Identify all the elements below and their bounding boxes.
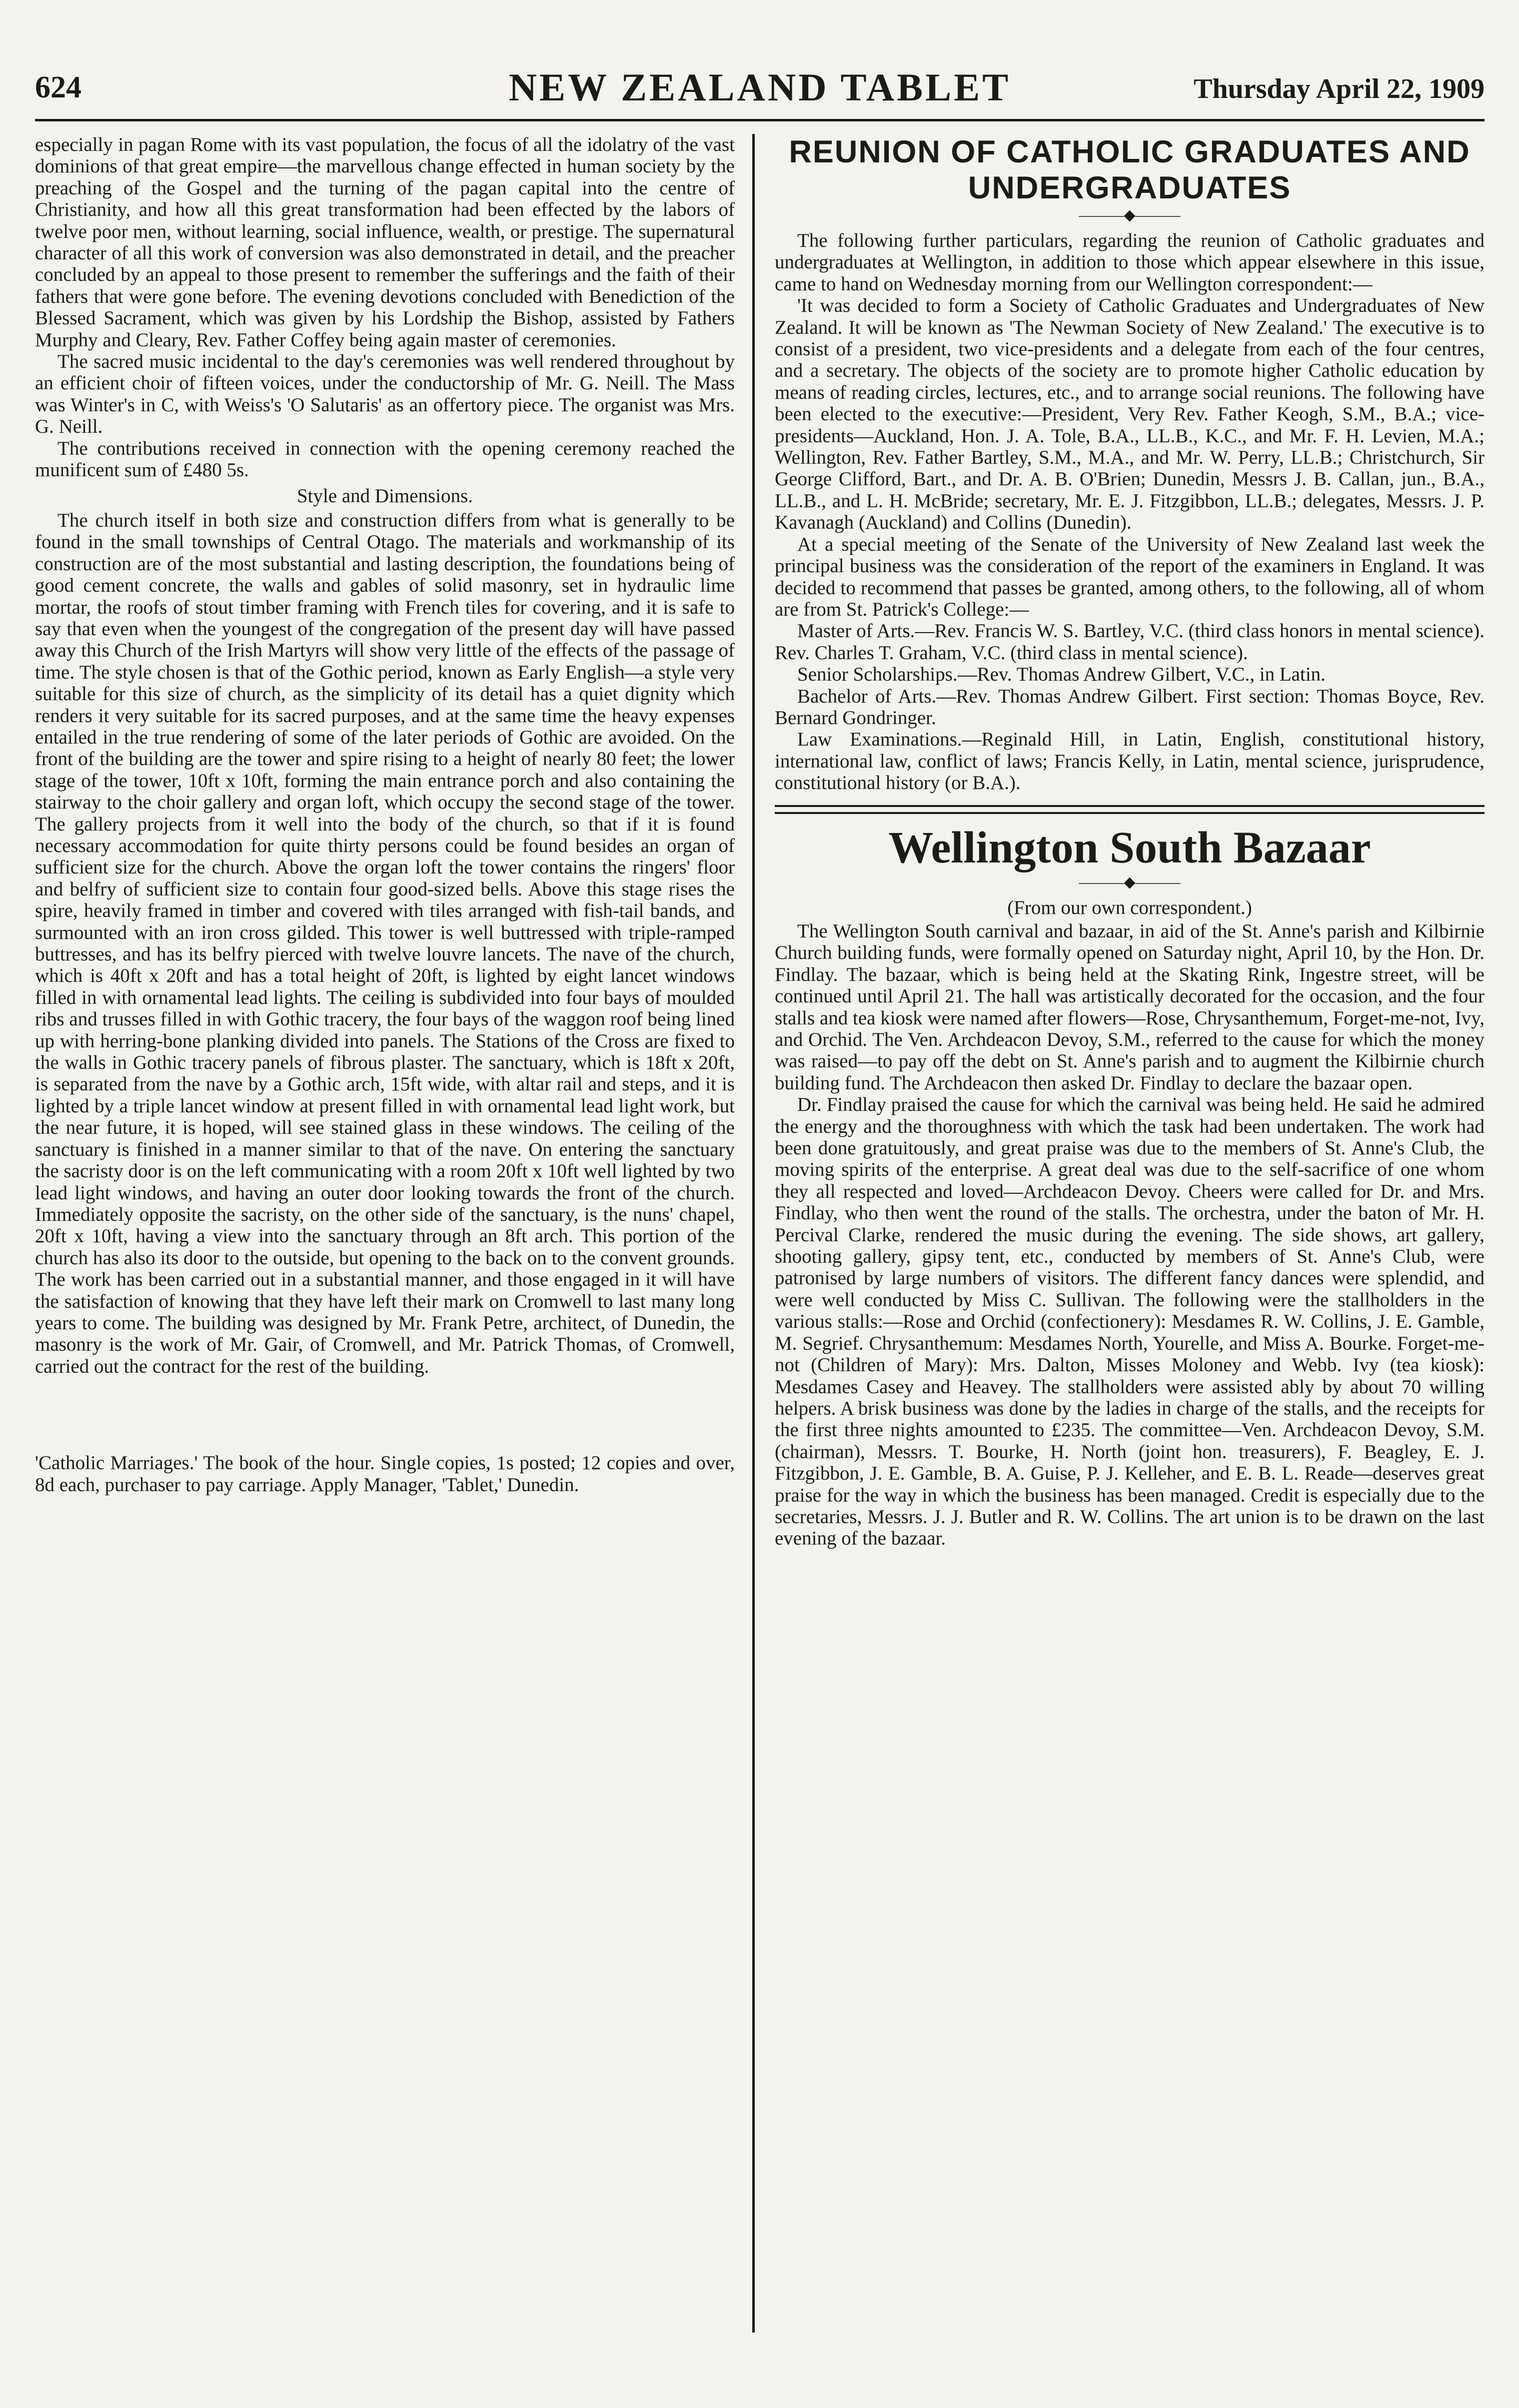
paragraph: Master of Arts.—Rev. Francis W. S. Bartley, V.C. (third class honors in mental science). Rev. Charles T. Graham, V.C. (third class in mental science). — [775, 620, 1485, 664]
ornament-divider: ———◆——— — [1079, 207, 1181, 223]
paragraph: Senior Scholarships.—Rev. Thomas Andrew Gilbert, V.C., in Latin. — [797, 664, 1326, 686]
reunion-headline: REUNION OF CATHOLIC GRADUATES AND UNDERGRADUATES — [789, 134, 1471, 205]
section-separator — [775, 805, 1485, 814]
header-rule — [35, 119, 1485, 121]
page-header — [35, 60, 1485, 115]
ornament-divider: ———◆——— — [1079, 873, 1181, 890]
paragraph: At a special meeting of the Senate of the University of New Zealand last week the principal business was the consideration of the report of the examiners in England. It was decided to recommend that passes be granted, among others, to the following, all of whom are from St. Patrick's College:— — [775, 533, 1485, 620]
paragraph: The contributions received in connection with the opening ceremony reached the munificent sum of £480 5s. — [35, 437, 735, 481]
paragraph: Bachelor of Arts.—Rev. Thomas Andrew Gilbert. First section: Thomas Boyce, Rev. Bernard Gondringer. — [775, 685, 1485, 729]
paragraph: The sacred music incidental to the day's ceremonies was well rendered throughout by an efficient choir of fifteen voices, under the conductorship of Mr. G. Neill. The Mass was Winter's in C, with Weiss's 'O Salutaris' as an offertory piece. The organist was Mrs. G. Neill. — [35, 351, 735, 438]
right-column — [775, 134, 1485, 1550]
byline: (From our own correspondent.) — [1007, 896, 1252, 918]
bazaar-headline: Wellington South Bazaar — [888, 822, 1371, 872]
paragraph: 'It was decided to form a Society of Catholic Graduates and Undergraduates of New Zealand. It will be known as 'The Newman Society of New Zealand.' The executive is to consist of a president, two vice-presidents and a delegate from each of the four centres, and a secretary. The objects of the society are to promote higher Catholic education by means of reading circles, lectures, etc., and to arrange social reunions. The following have been elected to the executive:—President, Very Rev. Father Keogh, S.M., B.A.; vice-presidents—Auckland, Hon. J. A. Tole, B.A., LL.B., K.C., and Mr. F. H. Levien, M.A.; Wellington, Rev. Father Bartley, S.M., M.A., and Mr. W. Perry, LL.B.; Christchurch, Sir George Clifford, Bart., and Dr. A. B. O'Brien; Dunedin, Messrs J. B. Callan, jun., B.A., LL.B., and L. H. McBride; secretary, Mr. E. J. Fitzgibbon, LL.B.; delegates, Messrs. J. P. Kavanagh (Auckland) and Collins (Dunedin). — [775, 295, 1485, 534]
paragraph: The church itself in both size and construction differs from what is generally to be found in the small townships of Central Otago. The materials and workmanship of its construction are of the most substantial and lasting description, the foundations being of good cement concrete, the walls and gables of solid masonry, set in hydraulic lime mortar, the roofs of stout timber framing with French tiles for covering, and it is safe to say that even when the youngest of the congregation of the present day will have passed away this Church of the Irish Martyrs will show very little of the effects of the passage of time. The style chosen is that of the Gothic period, known as Early English—a style very suitable for this size of church, as the simplicity of its detail has a quiet dignity which renders it very suitable for its sacred purposes, and at the same time the heavy expenses entailed in the true rendering of some of the later periods of Gothic are avoided. On the front of the building are the tower and spire rising to a height of nearly 80 feet; the lower stage of the tower, 10ft x 10ft, forming the main entrance porch and also containing the stairway to the choir gallery and organ loft, which occupy the second stage of the tower. The gallery projects from it well into the body of the church, so that if it is found necessary accommodation for quite thirty persons could be found besides an organ of sufficient size for the church. Above the organ loft the tower contains the ringers' floor and belfry of sufficient size to contain four good-sized bells. Above this stage rises the spire, heavily framed in timber and covered with tiles arranged with fish-tail bands, and surmounted with an iron cross gilded. This tower is well buttressed with triple-ramped buttresses, and has its belfry pierced with twelve louvre lancets. The nave of the church, which is 40ft x 20ft and has a total height of 20ft, is lighted by eight lancet windows filled in with ornamental lead lights. The ceiling is subdivided into four bays of moulded ribs and trusses filled in with Gothic tracery, the four bays of the waggon roof being lined up with herring-bone planking divided into panels. The Stations of the Cross are fixed to the walls in Gothic tracery panels of fibrous plaster. The sanctuary, which is 18ft x 20ft, is separated from the nave by a Gothic arch, 15ft wide, with altar rail and steps, and it is lighted by a triple lancet window at present filled in with ornamental lead light work, but the near future, it is hoped, will see stained glass in these windows. The ceiling of the sanctuary is finished in a manner similar to that of the nave. On entering the sanctuary the sacristy door is on the left communicating with a room 20ft x 10ft well lighted by two lead light windows, and having an outer door looking towards the front of the church. Immediately opposite the sacristy, on the other side of the sanctuary, is the nuns' chapel, 20ft x 10ft, having a view into the sanctuary through an 8ft arch. This portion of the church has also its door to the outside, but opening to the back on to the convent grounds. The work has been carried out in a substantial manner, and those engaged in it will have the satisfaction of knowing that they have left their mark on Cromwell to last many long years to come. The building was designed by Mr. Frank Petre, architect, of Dunedin, the masonry is the work of Mr. Gair, of Cromwell, and Mr. Patrick Thomas, of Cromwell, carried out the contract for the rest of the building. — [35, 509, 735, 1377]
column-rule — [752, 134, 755, 2333]
left-column — [35, 134, 735, 1496]
paragraph: The Wellington South carnival and bazaar, in aid of the St. Anne's parish and Kilbirnie Church building funds, were formally opened on Saturday night, April 10, by the Hon. Dr. Findlay. The bazaar, which is being held at the Skating Rink, Ingestre street, will be continued until April 21. The hall was artistically decorated for the occasion, and the four stalls and tea kiosk were named after flowers—Rose, Chrysanthemum, Forget-me-not, Ivy, and Orchid. The Ven. Archdeacon Devoy, S.M., referred to the cause for which the money was raised—to pay off the debt on St. Anne's parish and to augment the Kilbirnie church building fund. The Archdeacon then asked Dr. Findlay to declare the bazaar open. — [775, 920, 1485, 1094]
page-number: 624 — [35, 70, 81, 104]
paragraph: especially in pagan Rome with its vast population, the focus of all the idolatry of the vast dominions of that great empire—the marvellous change effected in human society by the preaching of the Gospel and the turning of the pagan capital into the centre of Christianity, and how all this great transformation had been effected by the labors of twelve poor men, without learning, social influence, wealth, or prestige. The supernatural character of all this work of conversion was also demonstrated in detail, and the preacher concluded by an appeal to those present to remember the sufferings and the faith of their fathers that were gone before. The evening devotions concluded with Benediction of the Blessed Sacrament, which was given by his Lordship the Bishop, assisted by Fathers Murphy and Cleary, Rev. Father Coffey being again master of ceremonies. — [35, 134, 735, 351]
advertisement-text: 'Catholic Marriages.' The book of the hour. Single copies, 1s posted; 12 copies and over, 8d each, purchaser to pay carriage. Apply Manager, 'Tablet,' Dunedin. — [35, 1452, 735, 1496]
paragraph: The following further particulars, regarding the reunion of Catholic graduates and undergraduates at Wellington, in addition to those which appear elsewhere in this issue, came to hand on Wednesday morning from our Wellington correspondent:— — [775, 230, 1485, 295]
masthead: NEW ZEALAND TABLET — [508, 65, 1011, 109]
paragraph: Dr. Findlay praised the cause for which the carnival was being held. He said he admired the energy and the thoroughness with which the task had been undertaken. The work had been done gratuitously, and great praise was due to the members of St. Anne's Club, the moving spirits of the enterprise. A great deal was due to the self-sacrifice of one whom they all respected and loved—Archdeacon Devoy. Cheers were called for Dr. and Mrs. Findlay, who then went the round of the stalls. The orchestra, under the baton of Mr. H. Percival Clarke, rendered the music during the evening. The side shows, art gallery, shooting gallery, gipsy tent, etc., conducted by members of St. Anne's Club, were patronised by large numbers of visitors. The different fancy dances were splendid, and were well conducted by Miss C. Sullivan. The following were the stallholders in the various stalls:—Rose and Orchid (confectionery): Mesdames R. W. Collins, J. E. Gamble, M. Segrief. Chrysanthemum: Mesdames North, Yourelle, and Miss A. Bourke. Forget-me-not (Children of Mary): Mrs. Dalton, Misses Moloney and Webb. Ivy (tea kiosk): Mesdames Casey and Heavey. The stallholders were assisted ably by about 70 willing helpers. A brisk business was done by the ladies in charge of the stalls, and the receipts for the first three nights amounted to £235. The committee—Ven. Archdeacon Devoy, S.M. (chairman), Messrs. T. Bourke, H. North (joint hon. treasurers), F. Beagley, E. J. Fitzgibbon, J. E. Gamble, B. A. Guise, P. J. Kelleher, and E. B. L. Reade—deserves great praise for the way in which the business has been managed. Credit is especially due to the secretaries, Messrs. J. J. Butler and R. W. Collins. The art union is to be drawn on the last evening of the bazaar. — [775, 1094, 1485, 1550]
advertisement — [35, 1452, 735, 1496]
issue-date: Thursday April 22, 1909 — [1194, 73, 1485, 104]
paragraph: Law Examinations.—Reginald Hill, in Latin, English, constitutional history, international law, conflict of laws; Francis Kelly, in Latin, mental science, jurisprudence, constitutional history (or B.A.). — [775, 729, 1485, 794]
section-subheading: Style and Dimensions. — [296, 485, 473, 507]
